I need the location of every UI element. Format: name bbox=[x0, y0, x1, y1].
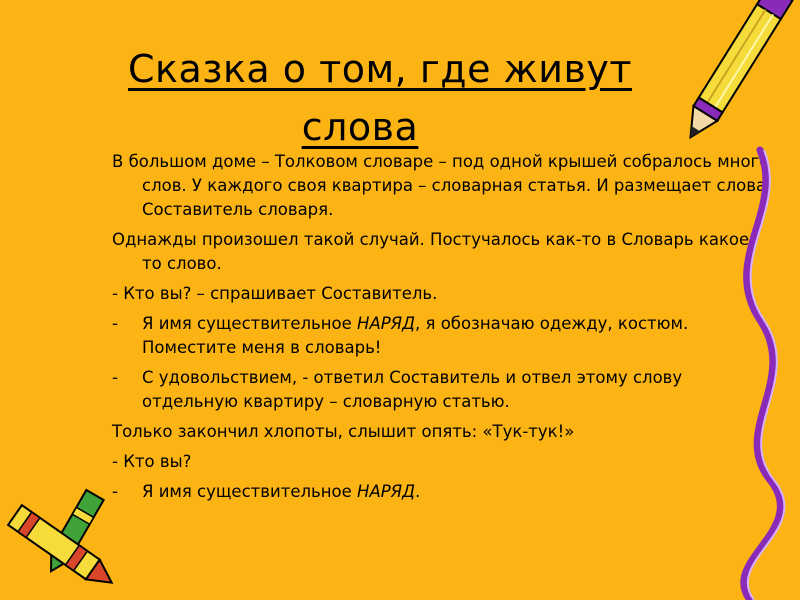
dash-marker: - bbox=[112, 482, 118, 501]
story-dialogue-line bbox=[112, 366, 772, 414]
ribbon-swirl-icon bbox=[690, 150, 800, 600]
story-dialogue-line bbox=[112, 480, 772, 504]
paragraph-text: Однажды произошел такой случай. Постучалось как-то в Словарь какое-то слово. bbox=[112, 230, 756, 273]
story-paragraph bbox=[112, 420, 772, 444]
story-paragraph bbox=[112, 228, 772, 276]
slide-title-line2: слова bbox=[301, 105, 419, 149]
paragraph-text: , я обозначаю одежду, костюм. Поместите меня в словарь! bbox=[142, 314, 689, 357]
paragraph-text: - Кто вы? bbox=[112, 452, 192, 471]
paragraph-text: В большом доме – Толковом словаре – под одной крышей собралось много слов. У каждого своя квартира – словарная статья. И размещает слова Составитель словаря. bbox=[112, 152, 770, 219]
story-text bbox=[112, 150, 772, 510]
paragraph-text: Только закончил хлопоты, слышит опять: «Тук-тук!» bbox=[112, 422, 575, 441]
paragraph-text: С удовольствием, - ответил Составитель и отвел этому слову отдельную квартиру – словарную статью. bbox=[142, 368, 683, 411]
story-dialogue-line bbox=[112, 312, 772, 360]
paragraph-text: - Кто вы? – спрашивает Составитель. bbox=[112, 284, 438, 303]
pencil-icon bbox=[650, 0, 800, 175]
crayons-icon bbox=[0, 480, 140, 600]
paragraph-text: Я имя существительное bbox=[142, 482, 358, 501]
italic-word: НАРЯД bbox=[357, 482, 416, 501]
dash-marker: - bbox=[112, 368, 118, 387]
dash-marker: - bbox=[112, 314, 118, 333]
story-paragraph bbox=[112, 282, 772, 306]
story-paragraph bbox=[112, 450, 772, 474]
paragraph-text: Я имя существительное bbox=[142, 314, 358, 333]
slide-title bbox=[0, 40, 720, 156]
paragraph-text: . bbox=[415, 482, 421, 501]
italic-word: НАРЯД bbox=[357, 314, 416, 333]
slide-title-line1: Сказка о том, где живут bbox=[128, 47, 632, 91]
